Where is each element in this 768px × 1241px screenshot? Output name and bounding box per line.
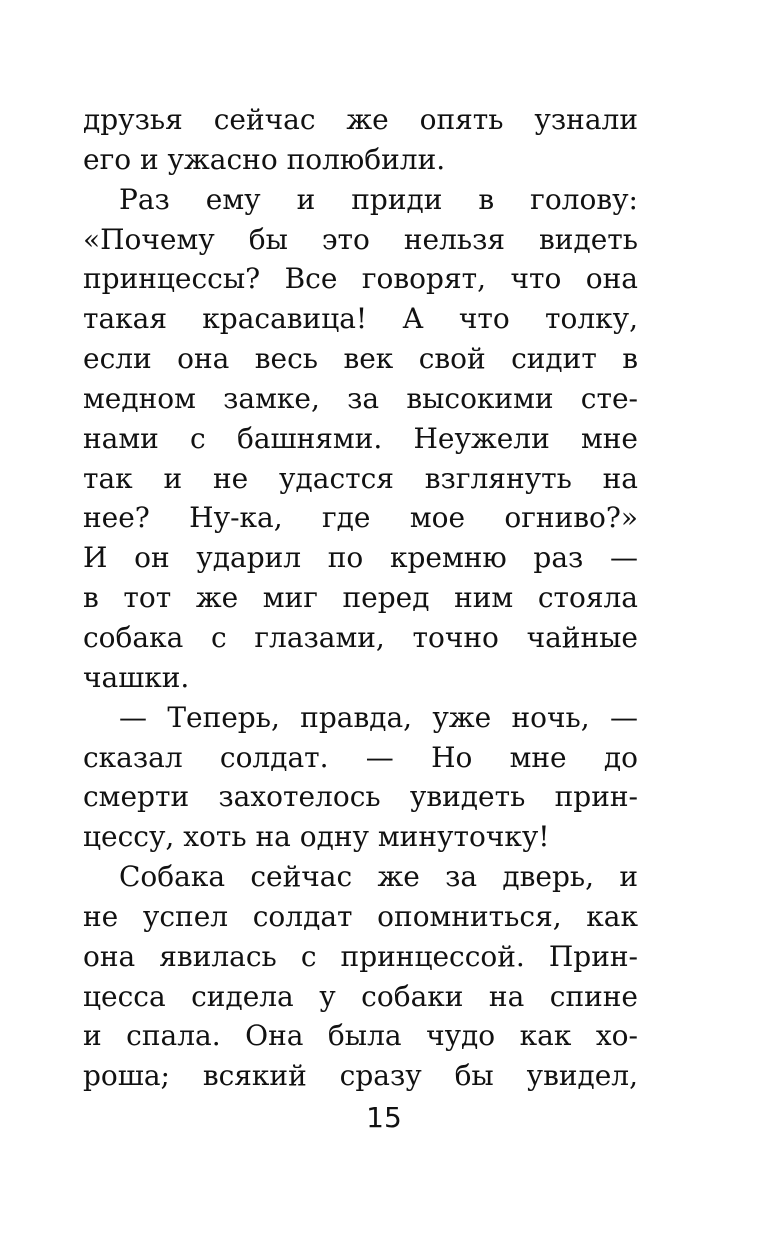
text-line: друзья сейчас же опять узнали [83, 103, 638, 136]
text-line: собака с глазами, точно чайные [83, 620, 638, 654]
text-line: медном замке, за высокими сте- [83, 381, 638, 415]
text-line: «Почему бы это нельзя видеть [83, 222, 638, 256]
text-line: не успел солдат опомниться, как [83, 899, 638, 933]
text-line: цесса сидела у собаки на спине [83, 979, 638, 1013]
text-line: и спала. Она была чудо как хо- [83, 1019, 638, 1053]
text-line: его и ужасно полюбили. [83, 142, 446, 176]
text-line: нее? Ну-ка, где мое огниво?» [83, 501, 638, 535]
text-line: цессу, хоть на одну минуточку! [83, 820, 550, 854]
text-line: роша; всякий сразу бы увидел, [83, 1059, 638, 1093]
text-line: если она весь век свой сидит в [83, 342, 638, 376]
text-line: в тот же миг перед ним стояла [83, 581, 638, 615]
text-line: И он ударил по кремню раз — [83, 541, 638, 575]
text-line: Собака сейчас же за дверь, и [119, 860, 638, 894]
text-line: чашки. [83, 660, 190, 694]
text-line: — Теперь, правда, уже ночь, — [119, 700, 638, 734]
text-line: она явилась с принцессой. Прин- [83, 939, 638, 973]
text-line: так и не удастся взглянуть на [83, 461, 638, 495]
text-line: такая красавица! А что толку, [83, 302, 638, 336]
text-line: смерти захотелось увидеть прин- [83, 780, 638, 814]
text-line: принцессы? Все говорят, что она [83, 262, 638, 296]
text-line: нами с башнями. Неужели мне [83, 421, 638, 455]
text-line: Раз ему и приди в голову: [119, 182, 638, 216]
page-text [83, 100, 638, 1096]
text-line: сказал солдат. — Но мне до [83, 740, 638, 774]
page-number: 15 [366, 1101, 402, 1134]
